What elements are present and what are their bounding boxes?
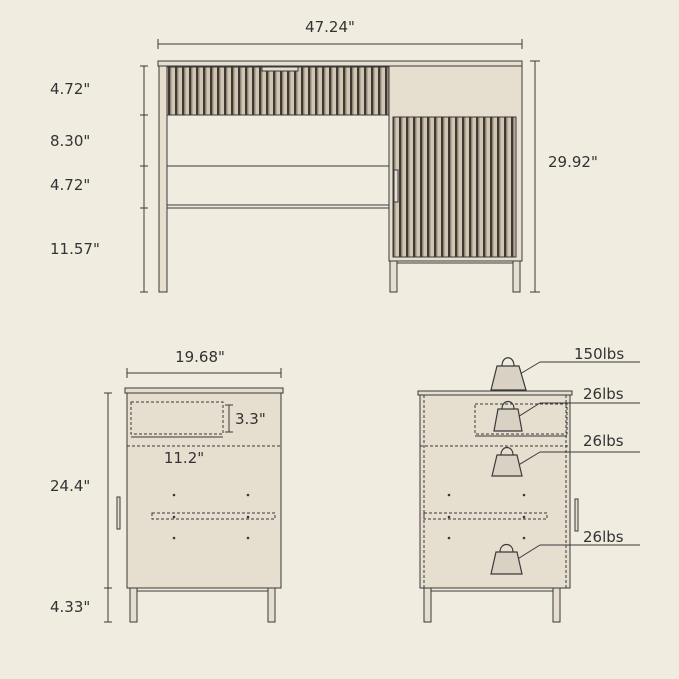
cabinet-height-label: 24.4" [50, 477, 91, 495]
inner-drawer-depth-label: 11.2" [163, 449, 205, 467]
side-depth-label: 19.68" [175, 348, 225, 366]
load-shelf-upper-label: 26lbs [583, 432, 624, 450]
load-top-label: 150lbs [574, 345, 625, 363]
front-view [140, 39, 540, 292]
weight-icon-top [491, 358, 526, 390]
left-leg [159, 66, 167, 292]
drawer-height-label: 4.72" [50, 80, 91, 98]
shelf-gap-label: 8.30" [50, 132, 91, 150]
load-drawer-label: 26lbs [583, 385, 624, 403]
door-handle [394, 170, 398, 202]
side-leg-height-label: 4.33" [50, 598, 91, 616]
load-shelf-lower-label: 26lbs [583, 528, 624, 546]
desk-height-label: 29.92" [548, 153, 598, 171]
desk-width-label: 47.24" [305, 18, 355, 36]
cabinet-door-front [393, 117, 516, 257]
side-view [104, 368, 283, 622]
shelf-height-label: 4.72" [50, 176, 91, 194]
inner-drawer-height-label: 3.3" [235, 410, 266, 428]
left-drawer-front [167, 67, 389, 115]
leg-height-label: 11.57" [50, 240, 100, 258]
